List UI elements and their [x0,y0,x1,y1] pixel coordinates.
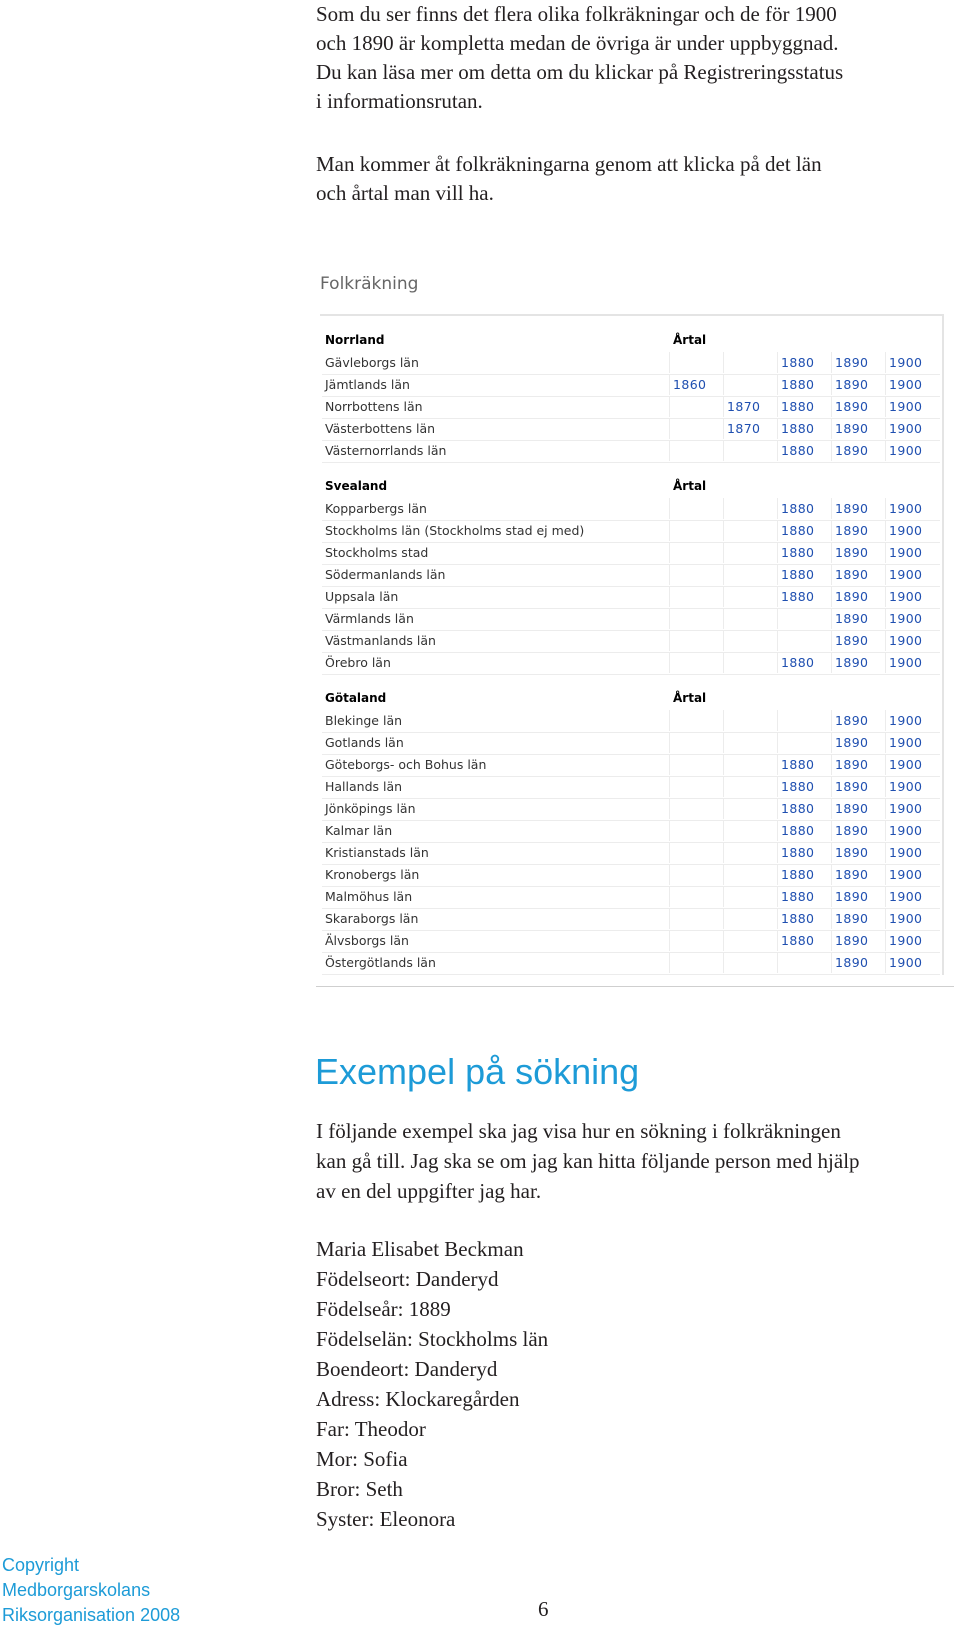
year-link[interactable]: 1890 [835,757,869,772]
person-detail: Maria Elisabet Beckman [316,1237,524,1261]
county-row [322,396,940,419]
county-name: Älvsborgs län [325,933,409,948]
county-row [322,586,940,609]
county-name: Jönköpings län [325,801,416,816]
year-link[interactable]: 1880 [781,545,815,560]
year-link[interactable]: 1890 [835,545,869,560]
county-row [322,776,940,799]
county-name: Göteborgs- och Bohus län [325,757,487,772]
year-link[interactable]: 1890 [835,933,869,948]
county-name: Kopparbergs län [325,501,427,516]
county-row [322,374,940,397]
year-link[interactable]: 1890 [835,867,869,882]
text-line: och 1890 är kompletta medan de övriga är under uppbyggnad. [316,31,839,55]
year-column-label: Årtal [673,691,707,705]
year-link[interactable]: 1890 [835,911,869,926]
region-header [322,688,940,710]
county-name: Malmöhus län [325,889,413,904]
county-name: Norrbottens län [325,399,423,414]
year-link[interactable]: 1890 [835,377,869,392]
year-link[interactable]: 1900 [889,567,923,582]
year-link[interactable]: 1900 [889,889,923,904]
county-row [322,952,940,975]
text-line: Du kan läsa mer om detta om du klickar på Registreringsstatus [316,60,844,84]
text-line: I följande exempel ska jag visa hur en sökning i folkräkningen [316,1119,841,1143]
year-link[interactable]: 1900 [889,713,923,728]
year-column-label: Årtal [673,333,707,347]
county-name: Skaraborgs län [325,911,419,926]
county-row [322,418,940,441]
county-row [322,820,940,843]
year-link[interactable]: 1870 [727,399,761,414]
copyright-line: Copyright [2,1555,80,1575]
year-link[interactable]: 1880 [781,911,815,926]
county-row [322,842,940,865]
year-link[interactable]: 1900 [889,633,923,648]
region-header [322,476,940,498]
year-link[interactable]: 1900 [889,589,923,604]
person-details [316,1234,548,1534]
year-link[interactable]: 1880 [781,933,815,948]
county-row [322,542,940,565]
year-link[interactable]: 1890 [835,611,869,626]
year-link[interactable]: 1900 [889,779,923,794]
county-name: Gotlands län [325,735,404,750]
intro-paragraph-1 [316,0,956,116]
county-name: Blekinge län [325,713,403,728]
county-name: Södermanlands län [325,567,446,582]
year-link[interactable]: 1890 [835,567,869,582]
year-link[interactable]: 1880 [781,501,815,516]
section-intro [316,1116,956,1206]
text-line: kan gå till. Jag ska se om jag kan hitta följande person med hjälp [316,1149,860,1173]
county-row [322,630,940,653]
county-name: Kristianstads län [325,845,429,860]
year-link[interactable]: 1880 [781,823,815,838]
year-link[interactable]: 1900 [889,377,923,392]
year-link[interactable]: 1880 [781,779,815,794]
year-link[interactable]: 1900 [889,867,923,882]
county-name: Stockholms stad [325,545,429,560]
text-line: av en del uppgifter jag har. [316,1179,542,1203]
year-link[interactable]: 1900 [889,443,923,458]
region-name: Norrland [325,333,385,347]
region-name: Götaland [325,691,387,705]
year-link[interactable]: 1880 [781,377,815,392]
county-name: Stockholms län (Stockholms stad ej med) [325,523,585,538]
county-row [322,440,940,463]
county-row [322,886,940,909]
year-link[interactable]: 1880 [781,355,815,370]
person-detail: Födelseår: 1889 [316,1297,451,1321]
year-link[interactable]: 1890 [835,735,869,750]
county-name: Västerbottens län [325,421,436,436]
county-name: Västmanlands län [325,633,436,648]
year-link[interactable]: 1900 [889,355,923,370]
year-link[interactable]: 1900 [889,955,923,970]
county-name: Värmlands län [325,611,414,626]
year-link[interactable]: 1900 [889,735,923,750]
text-line: Man kommer åt folkräkningarna genom att klicka på det län [316,152,822,176]
copyright-line: Medborgarskolans [2,1580,151,1600]
intro-paragraph-2 [316,150,956,208]
year-link[interactable]: 1900 [889,845,923,860]
section-heading: Exempel på sökning [315,1051,640,1092]
year-link[interactable]: 1880 [781,889,815,904]
year-link[interactable]: 1870 [727,421,761,436]
year-link[interactable]: 1880 [781,589,815,604]
year-link[interactable]: 1890 [835,421,869,436]
county-row [322,930,940,953]
county-name: Örebro län [325,655,391,670]
year-link[interactable]: 1880 [781,567,815,582]
county-row [322,352,940,375]
year-link[interactable]: 1880 [781,399,815,414]
year-link[interactable]: 1880 [781,801,815,816]
year-link[interactable]: 1900 [889,655,923,670]
year-link[interactable]: 1900 [889,545,923,560]
year-link[interactable]: 1860 [673,377,707,392]
county-name: Västernorrlands län [325,443,447,458]
county-row [322,520,940,543]
county-row [322,908,940,931]
county-name: Östergötlands län [325,955,436,970]
year-link[interactable]: 1890 [835,955,869,970]
county-name: Kalmar län [325,823,393,838]
person-detail: Födelseort: Danderyd [316,1267,499,1291]
person-detail: Adress: Klockaregården [316,1387,520,1411]
year-link[interactable]: 1900 [889,421,923,436]
year-link[interactable]: 1900 [889,523,923,538]
year-link[interactable]: 1890 [835,713,869,728]
person-detail: Far: Theodor [316,1417,426,1441]
year-link[interactable]: 1890 [835,655,869,670]
year-link[interactable]: 1880 [781,443,815,458]
county-row [322,732,940,755]
year-link[interactable]: 1890 [835,589,869,604]
year-link[interactable]: 1900 [889,757,923,772]
divider [316,986,954,987]
copyright-notice [2,1553,180,1628]
county-name: Kronobergs län [325,867,420,882]
year-link[interactable]: 1890 [835,523,869,538]
county-row [322,710,940,733]
person-detail: Födelselän: Stockholms län [316,1327,549,1351]
region-header [322,330,940,352]
county-row [322,864,940,887]
year-link[interactable]: 1890 [835,845,869,860]
text-line: och årtal man vill ha. [316,181,494,205]
year-column-label: Årtal [673,479,707,493]
page-number: 6 [538,1597,549,1621]
year-link[interactable]: 1890 [835,801,869,816]
text-line: i informationsrutan. [316,89,483,113]
year-link[interactable]: 1900 [889,801,923,816]
county-row [322,608,940,631]
year-link[interactable]: 1880 [781,867,815,882]
person-detail: Syster: Eleonora [316,1507,456,1531]
person-detail: Boendeort: Danderyd [316,1357,498,1381]
county-row [322,498,940,521]
year-link[interactable]: 1900 [889,911,923,926]
year-link[interactable]: 1880 [781,845,815,860]
year-link[interactable]: 1890 [835,501,869,516]
person-detail: Bror: Seth [316,1477,403,1501]
year-link[interactable]: 1880 [781,757,815,772]
year-link[interactable]: 1890 [835,355,869,370]
year-link[interactable]: 1900 [889,501,923,516]
year-link[interactable]: 1900 [889,933,923,948]
county-row [322,652,940,675]
year-link[interactable]: 1880 [781,655,815,670]
text-line: Som du ser finns det flera olika folkräkningar och de för 1900 [316,2,837,26]
year-link[interactable]: 1890 [835,443,869,458]
year-link[interactable]: 1890 [835,399,869,414]
year-link[interactable]: 1890 [835,823,869,838]
county-name: Jämtlands län [325,377,410,392]
year-link[interactable]: 1890 [835,633,869,648]
year-link[interactable]: 1900 [889,611,923,626]
year-link[interactable]: 1880 [781,421,815,436]
year-link[interactable]: 1890 [835,889,869,904]
region-name: Svealand [325,479,388,493]
year-link[interactable]: 1880 [781,523,815,538]
county-row [322,754,940,777]
county-name: Hallands län [325,779,403,794]
copyright-line: Riksorganisation 2008 [2,1605,181,1625]
county-row [322,798,940,821]
year-link[interactable]: 1890 [835,779,869,794]
year-link[interactable]: 1900 [889,823,923,838]
year-link[interactable]: 1900 [889,399,923,414]
folkrakning-title: Folkräkning [320,274,419,294]
county-name: Uppsala län [325,589,399,604]
county-row [322,564,940,587]
person-detail: Mor: Sofia [316,1447,408,1471]
county-name: Gävleborgs län [325,355,419,370]
